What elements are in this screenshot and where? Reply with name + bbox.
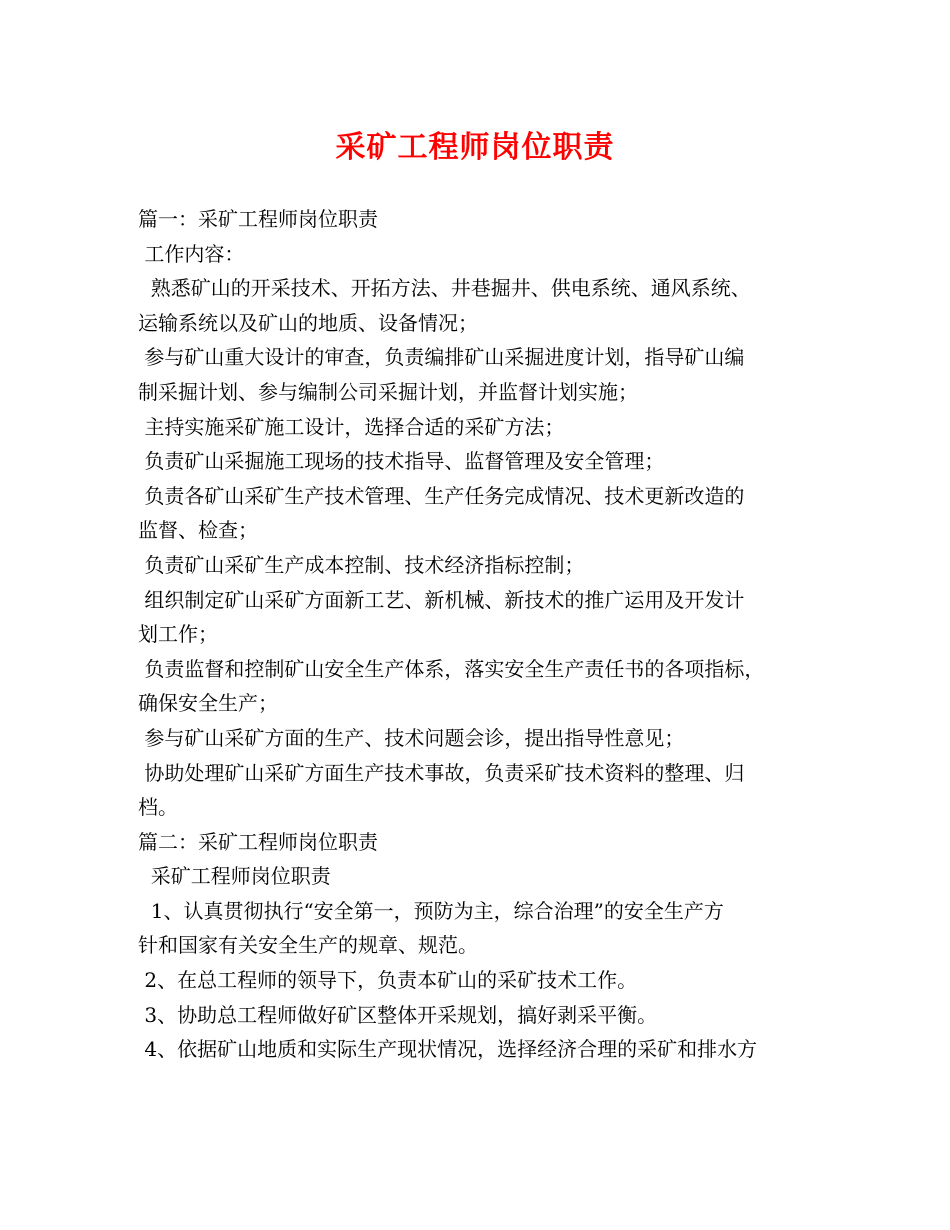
text-line: 划工作； [138,622,218,647]
text-line: 工作内容： [138,241,245,266]
text-line: 组织制定矿山采矿方面新工艺、新机械、新技术的推广运用及开发计 [138,587,745,612]
text-line: 参与矿山重大设计的审查，负责编排矿山采掘进度计划，指导矿山编 [138,345,745,370]
text-line: 制采掘计划、参与编制公司采掘计划，并监督计划实施； [138,379,638,404]
text-line: 熟悉矿山的开采技术、开拓方法、井巷掘井、供电系统、通风系统、 [138,276,751,301]
document-body [138,202,838,1067]
text-line: 运输系统以及矿山的地质、设备情况； [138,310,478,335]
text-line: 主持实施采矿施工设计，选择合适的采矿方法； [138,414,565,439]
text-line: 确保安全生产； [138,691,278,716]
text-line: 篇一：采矿工程师岗位职责 [138,207,378,231]
text-line: 1、认真贯彻执行“安全第一，预防为主，综合治理”的安全生产方 [138,898,724,923]
text-line: 3、协助总工程师做好矿区整体开采规划，搞好剥采平衡。 [138,1002,658,1027]
text-line: 档。 [138,795,178,820]
document-title: 采矿工程师岗位职责 [335,130,615,165]
text-line: 负责矿山采矿生产成本控制、技术经济指标控制； [138,552,585,577]
text-line: 监督、检查； [138,518,258,543]
text-line: 针和国家有关安全生产的规章、规范。 [138,933,478,958]
text-line: 协助处理矿山采矿方面生产技术事故，负责采矿技术资料的整理、归 [138,760,745,785]
text-line: 参与矿山采矿方面的生产、技术问题会诊，提出指导性意见； [138,725,685,750]
text-line: 负责矿山采掘施工现场的技术指导、监督管理及安全管理； [138,449,665,474]
text-line: 2、在总工程师的领导下，负责本矿山的采矿技术工作。 [138,968,638,993]
text-line: 负责监督和控制矿山安全生产体系，落实安全生产责任书的各项指标， [138,656,765,681]
text-line: 4、依据矿山地质和实际生产现状情况，选择经济合理的采矿和排水方 [138,1037,758,1062]
text-line: 篇二：采矿工程师岗位职责 [138,829,378,854]
text-line: 采矿工程师岗位职责 [138,864,331,889]
text-line: 负责各矿山采矿生产技术管理、生产任务完成情况、技术更新改造的 [138,483,745,508]
